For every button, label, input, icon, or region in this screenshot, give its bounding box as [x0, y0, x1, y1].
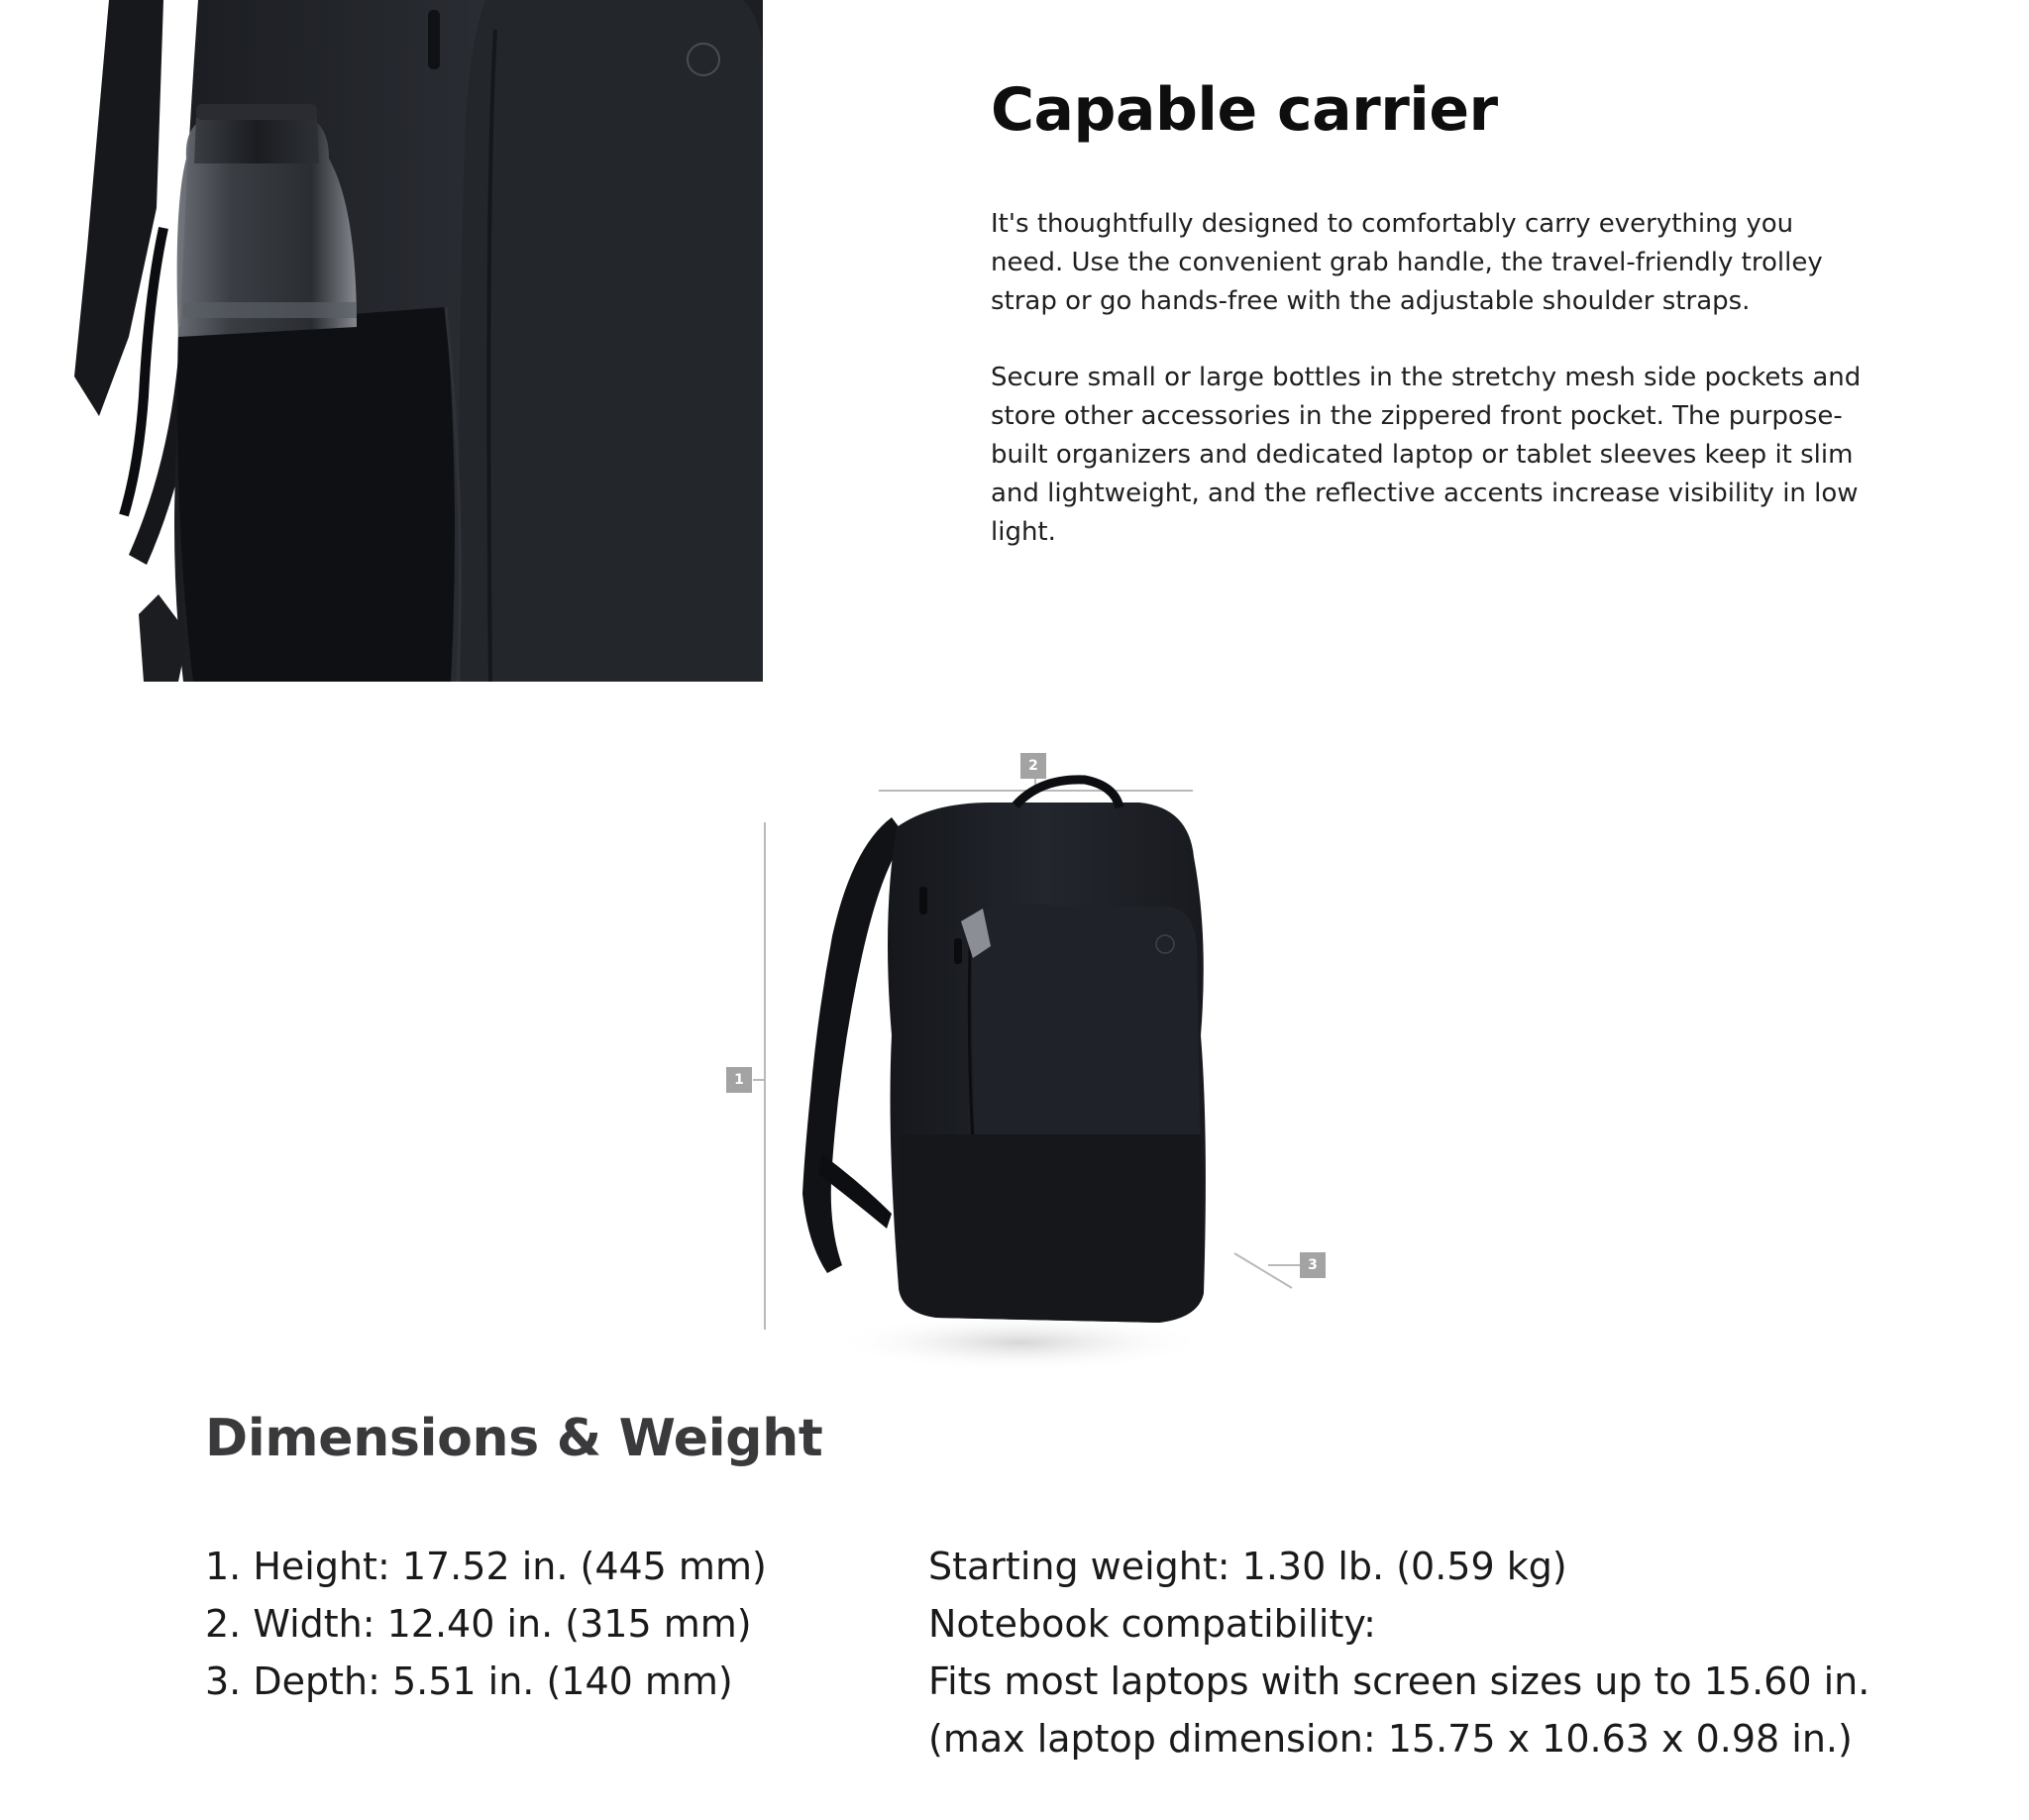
dimensions-diagram	[694, 738, 1367, 1382]
notebook-compatibility-value: Fits most laptops with screen sizes up to 15.60 in.	[928, 1659, 1870, 1703]
dimension-depth: 3. Depth: 5.51 in. (140 mm)	[205, 1659, 733, 1703]
description-paragraph: It's thoughtfully designed to comfortably carry everything you need. Use the convenient grab handle, the travel-friendly trolley strap or go hands-free with the adjustable shoulder straps.	[991, 209, 1823, 316]
notebook-compatibility-label: Notebook compatibility:	[928, 1602, 1376, 1646]
starting-weight: Starting weight: 1.30 lb. (0.59 kg)	[928, 1545, 1567, 1588]
dimensions-weight-title: Dimensions & Weight	[205, 1409, 823, 1468]
dimensions-list	[205, 1538, 819, 1710]
section-title: Capable carrier	[991, 75, 1498, 145]
capable-carrier-section	[991, 74, 1882, 552]
description-paragraph: Secure small or large bottles in the stretchy mesh side pockets and store other accessories in the zippered front pocket. The purpose-built organizers and dedicated laptop or tablet sleeves keep it slim and lightweight, and the reflective accents increase visibility in low light.	[991, 363, 1862, 547]
dimension-marker-height: 1	[726, 1067, 752, 1093]
backpack-dimensions-photo	[694, 738, 1367, 1382]
dimension-height: 1. Height: 17.52 in. (445 mm)	[205, 1545, 767, 1588]
weight-compatibility-specs	[928, 1538, 1969, 1767]
dimension-marker-width: 2	[1020, 753, 1046, 779]
dimension-marker-depth: 3	[1300, 1252, 1326, 1278]
backpack-closeup-image	[69, 0, 763, 682]
backpack-side-pocket-bottle-photo	[69, 0, 763, 682]
max-laptop-dimension: (max laptop dimension: 15.75 x 10.63 x 0.98 in.)	[928, 1717, 1853, 1761]
dimension-width: 2. Width: 12.40 in. (315 mm)	[205, 1602, 752, 1646]
